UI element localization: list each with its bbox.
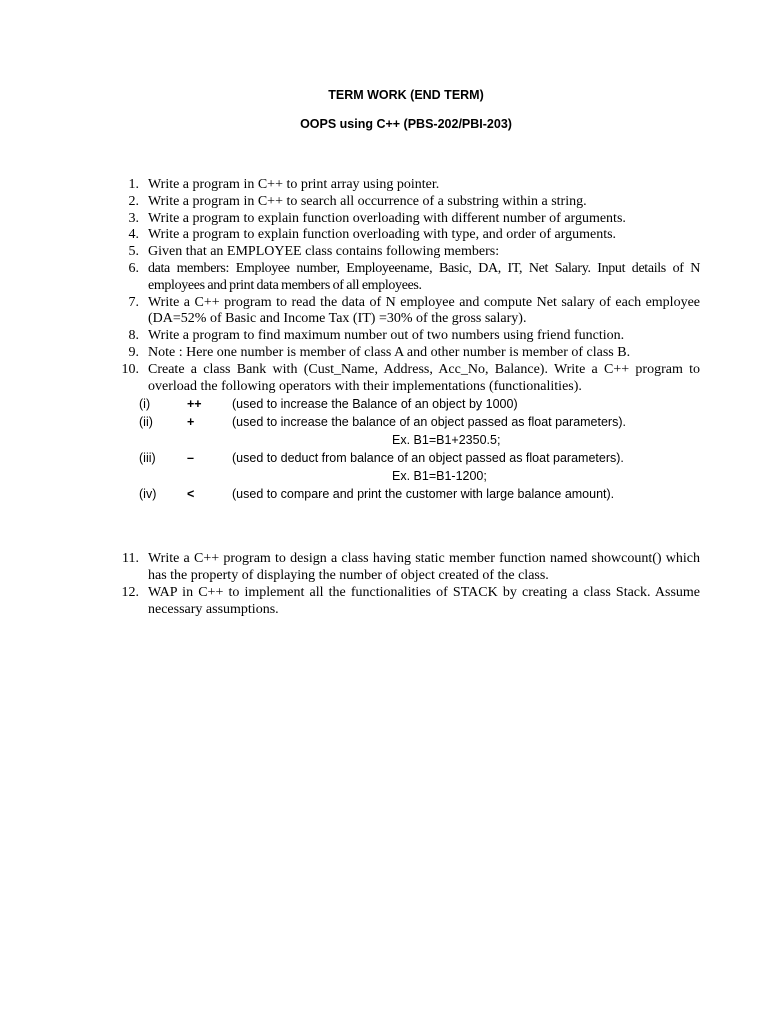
question-text: Write a C++ program to read the data of N employee and compute Net salary of each employee (DA=52% of Basic and Income Tax (IT) =30% of the gross salary). — [148, 294, 700, 327]
question-item — [110, 585, 700, 619]
operator-description: (used to increase the Balance of an object by 1000) — [232, 397, 518, 412]
section-spacer — [110, 503, 700, 551]
operator-example: Ex. B1=B1+2350.5; — [392, 433, 501, 448]
question-item — [110, 261, 700, 295]
question-item — [110, 362, 700, 396]
question-number: 10. — [121, 361, 139, 377]
question-number: 11. — [122, 551, 139, 567]
question-text: Given that an EMPLOYEE class contains following members: — [148, 244, 500, 260]
operator-index: (iii) — [139, 451, 156, 466]
question-list — [110, 177, 700, 619]
question-number: 2. — [128, 193, 139, 209]
question-text: Write a program to explain function overloading with type, and order of arguments. — [148, 227, 617, 243]
question-text: Create a class Bank with (Cust_Name, Address, Acc_No, Balance). Write a C++ program to overload the following operators with their implementations (functionalities). — [148, 361, 700, 394]
question-text: Write a program to find maximum number out of two numbers using friend function. — [148, 328, 625, 344]
operator-row — [139, 413, 700, 431]
question-text: Write a program in C++ to search all occurrence of a substring within a string. — [148, 193, 587, 209]
operator-symbol: + — [187, 415, 195, 430]
question-text: data members: Employee number, Employeename, Basic, DA, IT, Net Salary. Input details of N employees and print data members of all employees. — [148, 260, 700, 293]
question-number: 9. — [128, 344, 139, 360]
operator-symbol: < — [187, 487, 195, 502]
question-text: Write a C++ program to design a class having static member function named showcount() which has the property of displaying the number of object created of the class. — [148, 551, 700, 584]
operator-table — [139, 395, 700, 503]
question-item — [110, 211, 700, 228]
question-item — [110, 244, 700, 261]
question-item — [110, 227, 700, 244]
question-text: Note : Here one number is member of class A and other number is member of class B. — [148, 344, 631, 360]
question-item — [110, 551, 700, 585]
operator-index: (iv) — [139, 487, 157, 502]
operator-row — [139, 449, 700, 467]
document-title: TERM WORK (END TERM) — [328, 88, 484, 102]
question-number: 6. — [128, 260, 139, 276]
operator-index: (i) — [139, 397, 151, 412]
operator-index: (ii) — [139, 415, 153, 430]
operator-symbol: ++ — [187, 397, 202, 412]
question-number: 3. — [128, 210, 139, 226]
question-item — [110, 295, 700, 329]
question-item — [110, 345, 700, 362]
operator-row — [139, 395, 700, 413]
operator-description: (used to increase the balance of an object passed as float parameters). — [232, 415, 626, 430]
question-number: 4. — [128, 227, 139, 243]
question-item — [110, 328, 700, 345]
operator-description: (used to deduct from balance of an object passed as float parameters). — [232, 451, 624, 466]
question-number: 1. — [128, 177, 139, 192]
document-subtitle: OOPS using C++ (PBS-202/PBI-203) — [300, 117, 512, 131]
question-item — [110, 194, 700, 211]
operator-row — [139, 485, 700, 503]
operator-description: (used to compare and print the customer with large balance amount). — [232, 487, 615, 502]
operator-example: Ex. B1=B1-1200; — [392, 469, 487, 484]
question-number: 12. — [121, 584, 139, 600]
question-number: 8. — [128, 328, 139, 344]
question-item — [110, 177, 700, 194]
question-text: WAP in C++ to implement all the functionalities of STACK by creating a class Stack. Assume necessary assumptions. — [148, 584, 700, 617]
question-number: 7. — [128, 294, 139, 310]
operator-symbol: – — [187, 451, 194, 466]
question-text: Write a program to explain function overloading with different number of arguments. — [148, 210, 626, 226]
question-number: 5. — [128, 244, 139, 260]
question-text: Write a program in C++ to print array using pointer. — [148, 177, 440, 192]
